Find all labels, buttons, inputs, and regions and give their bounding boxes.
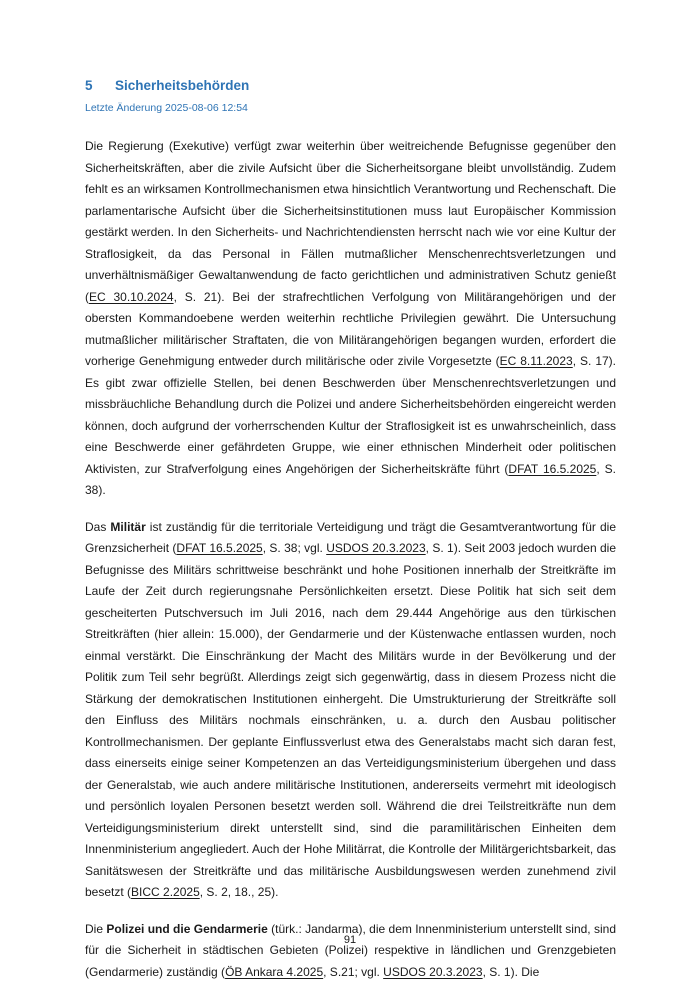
source-reference-link[interactable]: USDOS 20.3.2023: [326, 541, 426, 555]
source-reference-link[interactable]: DFAT 16.5.2025: [176, 541, 263, 555]
text-run: Die: [85, 921, 107, 936]
bold-keyword: Polizei und die Gendarmerie: [106, 921, 268, 936]
section-header: [85, 78, 616, 114]
source-reference-link[interactable]: EC 30.10.2024: [89, 289, 174, 304]
text-run: , S. 1). Seit 2003 jedoch wurden die Befugnisse des Militärs schrittweise beschränkt und hohe Positionen innerhalb der Streitkräfte im Laufe der Zeit durch regierungsnahe Persönlichkeiten ersetzt. Diese Politik hat sich seit dem gescheiterten Putschversuch im Juli 2016, nach dem 29.444 Angehörige aus den türkischen Streitkräften (hier allein: 15.000), der Gendarmerie und der Küstenwache entlassen wurden, noch einmal verstärkt. Die Einschränkung der Macht des Militärs wurde in der Bevölkerung und der Politik zum Teil sehr begrüßt. Allerdings zeigt sich gegenwärtig, dass in diesem Prozess nicht die Stärkung der demokratischen Institutionen einhergeht. Die Umstrukturierung der Streitkräfte soll den Einfluss des Militärs nochmals einschränken, u. a. durch den Ausbau politischer Kontrollmechanismen. Der geplante Einflussverlust etwa des Generalstabs macht sich daran fest, dass einerseits einige seiner Kompetenzen an das Verteidigungsministerium übergehen und dass der Generalstab, wie auch andere militärische Institutionen, andererseits vermehrt mit ideologisch und persönlich loyalen Personen besetzt werden soll. Während die drei Teilstreitkräfte nun dem Verteidigungsministerium direkt unterstellt sind, sind die paramilitärischen Einheiten dem Innenministerium angegliedert. Auch der Hohe Militärrat, die Kontrolle der Militärgerichtsbarkeit, das Sanitätswesen der Streitkräfte und das militärische Ausbildungswesen werden zunehmend zivil besetzt (: [85, 541, 616, 899]
text-run: , S.21; vgl.: [323, 964, 384, 979]
text-run: , S. 38; vgl.: [262, 541, 327, 555]
section-title: Sicherheitsbehörden: [115, 78, 250, 93]
source-reference-link[interactable]: DFAT 16.5.2025: [508, 461, 597, 476]
bold-keyword: Militär: [110, 519, 146, 534]
section-number: 5: [85, 78, 93, 93]
document-body: [85, 136, 616, 983]
source-reference-link[interactable]: BICC 2.2025: [131, 885, 200, 899]
source-reference-link[interactable]: ÖB Ankara 4.2025: [225, 964, 324, 979]
text-run: (türk.: Jandarma), die dem Innenministerium unterstellt sind, sind für die Sicherheit in städtischen Gebieten (Polizei) respektive in ländlichen und Grenzgebieten (Gendarmerie) zuständig (: [85, 921, 616, 979]
text-run: , S. 1). Die: [482, 964, 540, 979]
paragraph-police-gendarmerie: [85, 919, 616, 984]
last-updated-label: Letzte Änderung 2025-08-06 12:54: [85, 102, 248, 114]
source-reference-link[interactable]: EC 8.11.2023: [499, 354, 573, 368]
text-run: , S. 2, 18., 25).: [199, 885, 279, 899]
page-footer: [0, 934, 700, 946]
section-heading: [85, 78, 616, 93]
paragraph-security-oversight: [85, 136, 616, 502]
text-run: , S. 21). Bei der strafrechtlichen Verfolgung von Militärangehörigen und der obersten Kommandoebene werden weiterhin rechtliche Privilegien gewährt. Die Untersuchung mutmaßlicher militärischer Straftaten, die von Militärangehörigen begangen wurden, erfordert die vorherige Genehmigung entweder durch militärische oder zivile Vorgesetzte (: [85, 289, 616, 368]
text-run: ist zuständig für die territoriale Verteidigung und trägt die Gesamtverantwortung für die Grenzsicherheit (: [85, 519, 616, 555]
page-number: 91: [343, 934, 357, 946]
text-run: Die Regierung (Exekutive) verfügt zwar weiterhin über weitreichende Befugnisse gegenüber den Sicherheitskräften, aber die zivile Aufsicht über die Sicherheitsorgane bleibt unvollständig. Zudem fehlt es an wirksamen Kontrollmechanismen etwa hinsichtlich Verantwortung und Rechenschaft. Die parlamentarische Aufsicht über die Sicherheitsinstitutionen muss laut Europäischer Kommission gestärkt werden. In den Sicherheits- und Nachrichtendiensten herrscht nach wie vor eine Kultur der Straflosigkeit, da das Personal in Fällen mutmaßlicher Menschenrechtsverletzungen und unverhältnismäßiger Gewaltanwendung de facto gerichtlichen und administrativen Schutz genießt (: [85, 139, 616, 304]
text-run: Das: [85, 519, 111, 534]
text-run: , S. 17). Es gibt zwar offizielle Stellen, bei denen Beschwerden über Menschenrechtsverletzungen und missbräuchliche Behandlung durch die Polizei und andere Sicherheitsbehörden eingereicht werden können, doch aufgrund der vorherrschenden Kultur der Straflosigkeit ist es unwahrscheinlich, dass eine Beschwerde einer gefährdeten Gruppe, wie einer ethnischen Minderheit oder politischen Aktivisten, zur Strafverfolgung eines Angehörigen der Sicherheitskräfte führt (: [85, 354, 616, 476]
text-run: , S. 38).: [85, 461, 616, 497]
source-reference-link[interactable]: USDOS 20.3.2023: [383, 964, 483, 979]
paragraph-military: [85, 517, 616, 904]
